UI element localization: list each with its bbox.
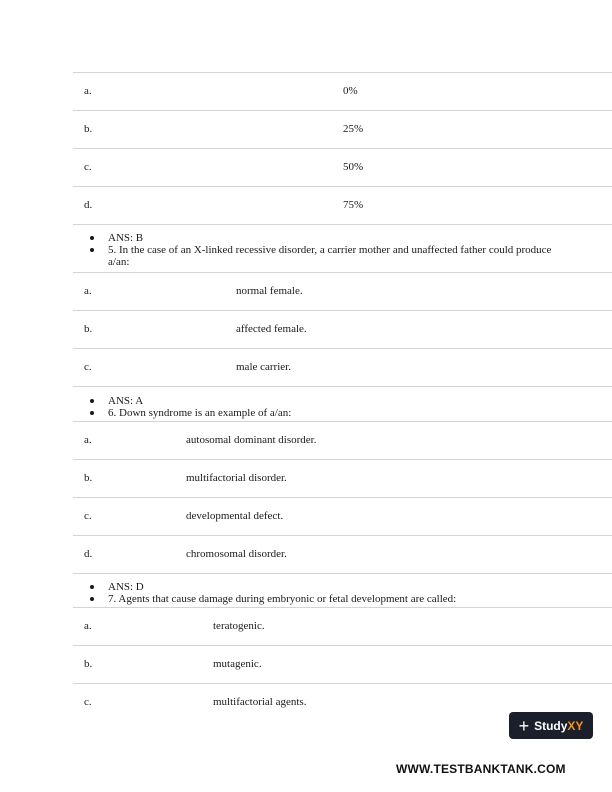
question-prompt: 7. Agents that cause damage during embryonic or fetal development are called: — [108, 593, 457, 605]
answer-key — [89, 232, 559, 244]
footer-site-url: WWW.TESTBANKTANK.COM — [396, 762, 566, 776]
option-letter: b. — [84, 472, 93, 484]
answer-row — [73, 607, 612, 645]
option-letter: a. — [84, 85, 92, 97]
answer-row — [73, 72, 612, 110]
option-text: 50% — [343, 161, 364, 173]
bullet-icon — [90, 597, 94, 601]
answer-key — [89, 395, 559, 407]
option-text: autosomal dominant disorder. — [186, 434, 317, 446]
option-letter: b. — [84, 323, 93, 335]
bullet-list-q5 — [89, 395, 559, 419]
answer-row — [73, 497, 612, 535]
bullet-icon — [90, 585, 94, 589]
bullet-icon — [90, 399, 94, 403]
option-text: developmental defect. — [186, 510, 284, 522]
studyxy-badge[interactable] — [509, 712, 593, 739]
option-text: multifactorial agents. — [213, 696, 307, 708]
question-text — [89, 407, 559, 419]
question-text — [89, 593, 559, 605]
option-letter: b. — [84, 123, 93, 135]
option-letter: c. — [84, 696, 92, 708]
bullet-icon — [90, 236, 94, 240]
option-letter: d. — [84, 548, 93, 560]
answer-row — [73, 348, 612, 387]
answer-row — [73, 421, 612, 459]
bullet-list-q6 — [89, 581, 559, 605]
option-text: chromosomal disorder. — [186, 548, 287, 560]
bullet-icon — [90, 411, 94, 415]
option-text: affected female. — [236, 323, 307, 335]
answer-row — [73, 110, 612, 148]
answer-key-text: ANS: B — [108, 232, 144, 244]
bullet-list-q4 — [89, 232, 559, 268]
option-text: multifactorial disorder. — [186, 472, 287, 484]
plus-icon: + — [518, 715, 530, 736]
option-text: male carrier. — [236, 361, 291, 373]
question-text — [89, 244, 559, 268]
answer-table-q6 — [73, 421, 612, 574]
option-letter: c. — [84, 361, 92, 373]
option-text: 0% — [343, 85, 358, 97]
option-letter: b. — [84, 658, 93, 670]
answer-table-q7 — [73, 607, 612, 721]
answer-table-q5 — [73, 272, 612, 387]
bullet-icon — [90, 248, 94, 252]
option-text: 75% — [343, 199, 364, 211]
question-prompt: 5. In the case of an X-linked recessive disorder, a carrier mother and unaffected father could produce a/an: — [108, 244, 552, 268]
brand-main: Study — [534, 718, 568, 733]
answer-row — [73, 645, 612, 683]
option-letter: c. — [84, 161, 92, 173]
option-letter: a. — [84, 620, 92, 632]
answer-key-text: ANS: A — [108, 395, 144, 407]
option-text: 25% — [343, 123, 364, 135]
answer-key — [89, 581, 559, 593]
answer-row — [73, 459, 612, 497]
option-text: normal female. — [236, 285, 303, 297]
answer-row — [73, 186, 612, 225]
answer-row — [73, 148, 612, 186]
answer-key-text: ANS: D — [108, 581, 144, 593]
option-letter: a. — [84, 434, 92, 446]
question-prompt: 6. Down syndrome is an example of a/an: — [108, 407, 292, 419]
option-letter: c. — [84, 510, 92, 522]
answer-row — [73, 310, 612, 348]
brand-accent: XY — [567, 718, 584, 733]
option-text: teratogenic. — [213, 620, 265, 632]
answer-row — [73, 272, 612, 310]
option-letter: d. — [84, 199, 93, 211]
option-text: mutagenic. — [213, 658, 262, 670]
option-letter: a. — [84, 285, 92, 297]
answer-table-q4 — [73, 72, 612, 225]
answer-row — [73, 535, 612, 574]
